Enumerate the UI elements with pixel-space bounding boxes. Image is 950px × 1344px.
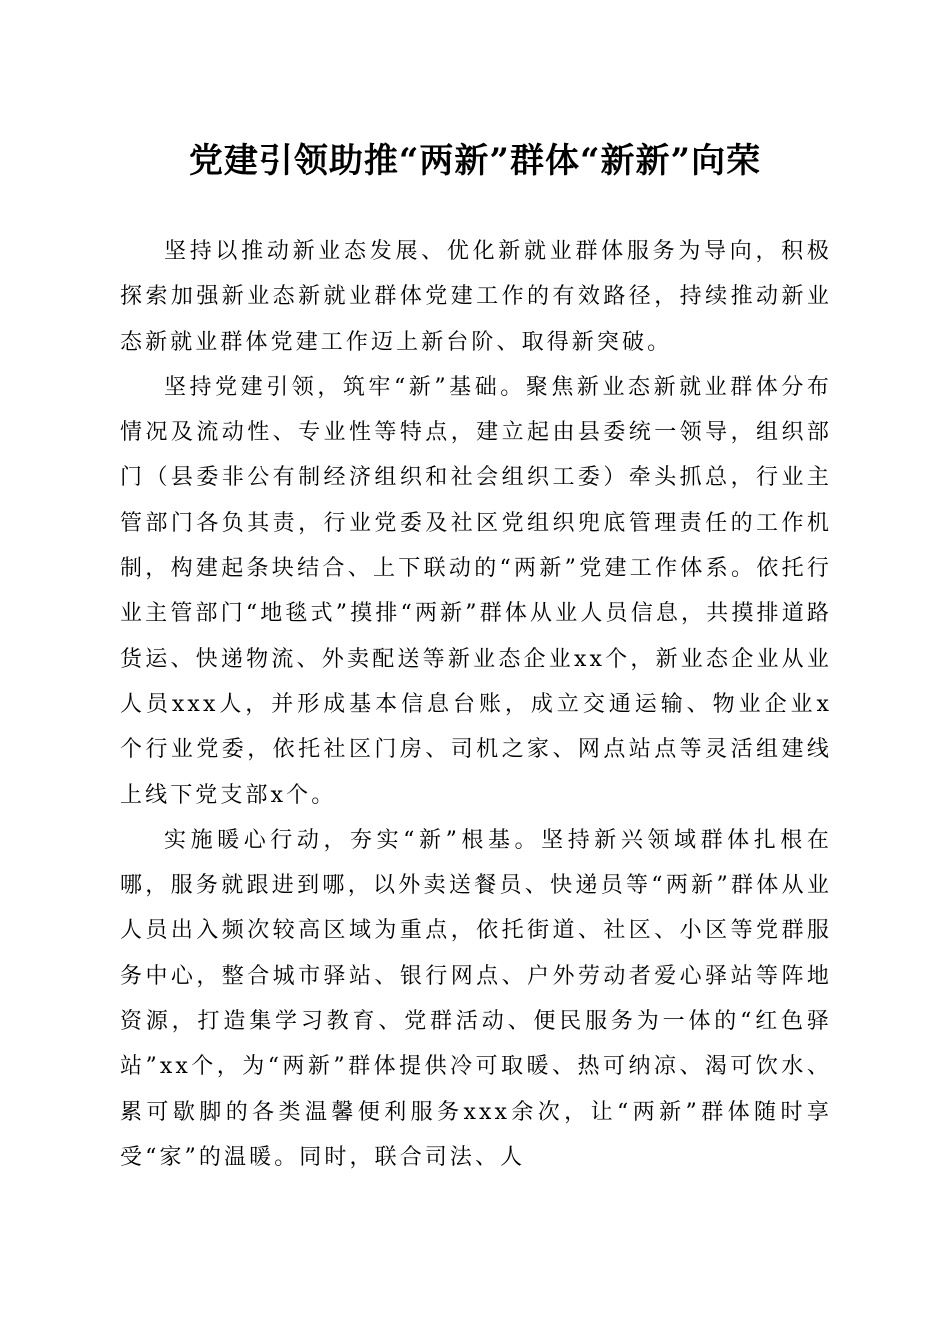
paragraph-party-leadership: 坚持党建引领，筑牢“新”基础。聚焦新业态新就业群体分布情况及流动性、专业性等特点，建立起由县委统一领导，组织部门（县委非公有制经济组织和社会组织工委）牵头抓总，行业主管部门各负其责，行业党委及社区党组织兜底管理责任的工作机制，构建起条块结合、上下联动的“两新”党建工作体系。依托行业主管部门“地毯式”摸排“两新”群体从业人员信息，共摸排道路货运、快递物流、外卖配送等新业态企业xx个，新业态企业从业人员xxx人，并形成基本信息台账，成立交通运输、物业企业x个行业党委，依托社区门房、司机之家、网点站点等灵活组建线上线下党支部x个。 — [120, 374, 832, 808]
document-body — [120, 229, 832, 1180]
document-title: 党建引领助推“两新”群体“新新”向荣 — [188, 141, 762, 181]
paragraph-warm-action: 实施暖心行动，夯实“新”根基。坚持新兴领域群体扎根在哪，服务就跟进到哪，以外卖送餐员、快递员等“两新”群体从业人员出入频次较高区域为重点，依托街道、社区、小区等党群服务中心，整合城市驿站、银行网点、户外劳动者爱心驿站等阵地资源，打造集学习教育、党群活动、便民服务为一体的“红色驿站”xx个，为“两新”群体提供冷可取暖、热可纳凉、渴可饮水、累可歇脚的各类温馨便利服务xxx余次，让“两新”群体随时享受“家”的温暖。同时，联合司法、人 — [120, 827, 832, 1170]
paragraph-intro: 坚持以推动新业态发展、优化新就业群体服务为导向，积极探索加强新业态新就业群体党建工作的有效路径，持续推动新业态新就业群体党建工作迈上新台阶、取得新突破。 — [120, 239, 832, 355]
